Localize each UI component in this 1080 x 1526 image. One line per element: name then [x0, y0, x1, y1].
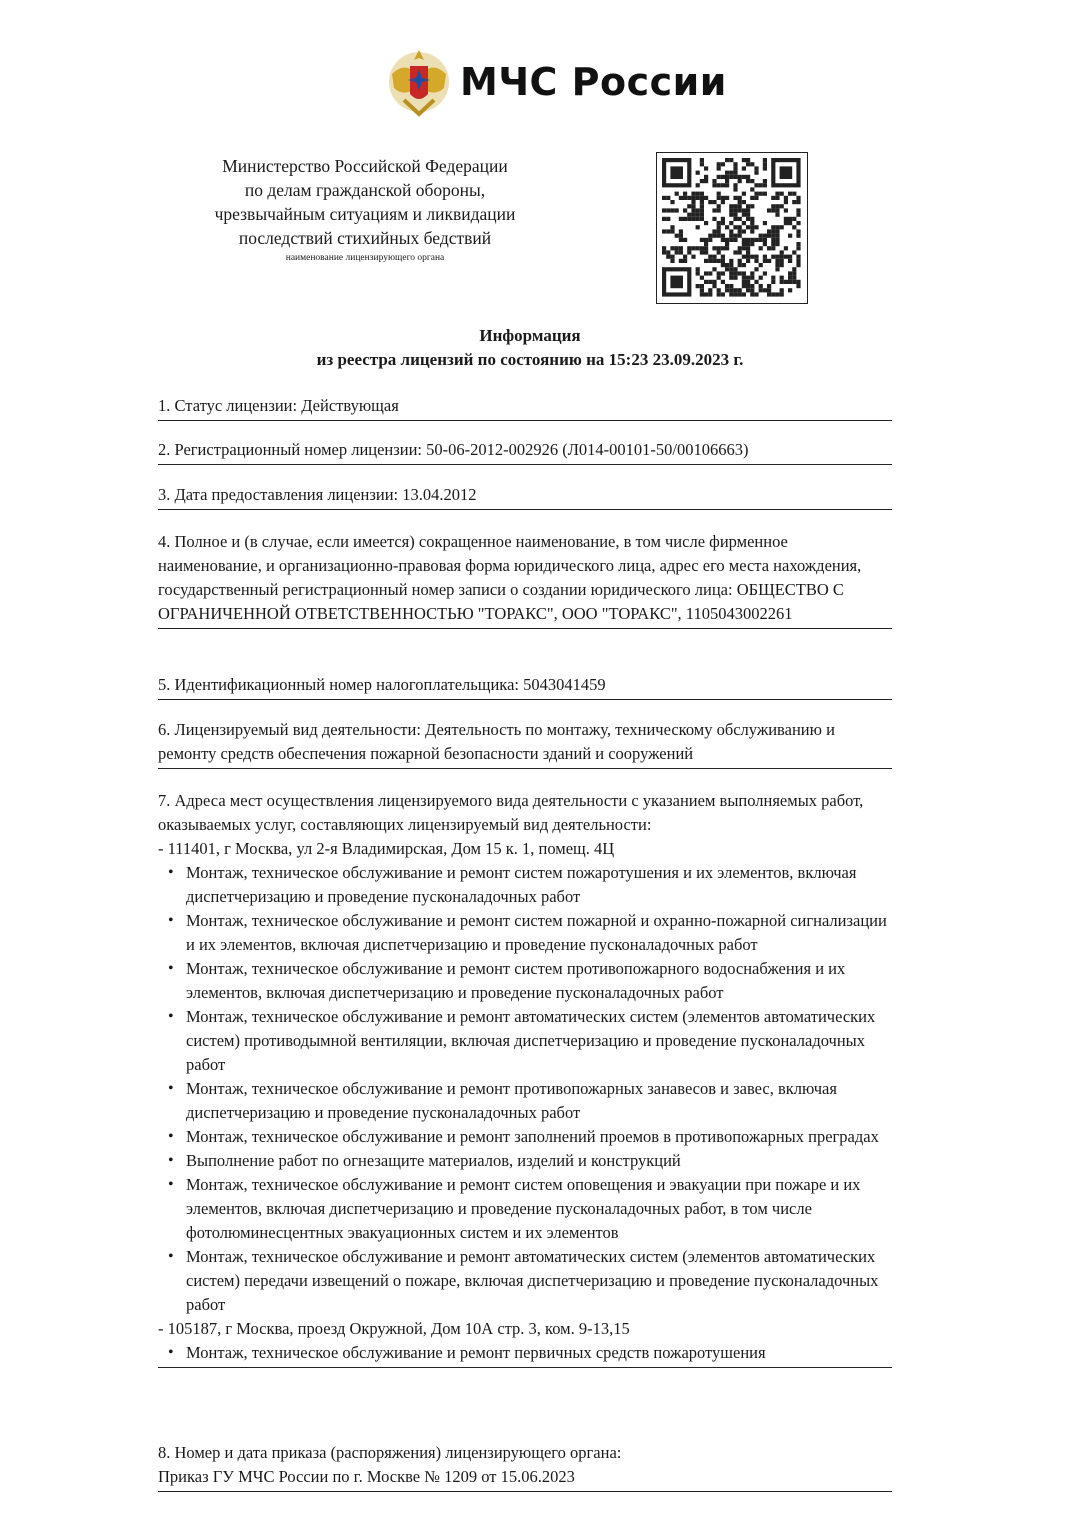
order-value: Приказ ГУ МЧС России по г. Москве № 1209 от 15.06.2023 [158, 1467, 575, 1486]
work-item: • Монтаж, техническое обслуживание и ремонт противопожарных занавесов и завес, включая диспетчеризацию и проведение пусконаладочных работ [186, 1077, 892, 1125]
address-1: - 111401, г Москва, ул 2-я Владимирская, Дом 15 к. 1, помещ. 4Ц [158, 839, 615, 858]
license-reg-number [158, 438, 892, 465]
title-line-2: из реестра лицензий по состоянию на 15:23 23.09.2023 г. [316, 350, 744, 369]
work-item: • Монтаж, техническое обслуживание и ремонт первичных средств пожаротушения [186, 1341, 892, 1365]
licensee-entity [158, 530, 892, 629]
brand-title: МЧС России [460, 60, 727, 104]
document-title [180, 324, 880, 372]
work-item: • Монтаж, техническое обслуживание и ремонт систем пожарной и охранно-пожарной сигнализации и их элементов, включая диспетчеризацию и проведение пусконаладочных работ [186, 909, 892, 957]
order-label: 8. Номер и дата приказа (распоряжения) лицензирующего органа: [158, 1443, 622, 1462]
inn-text: 5. Идентификационный номер налогоплательщика: 5043041459 [158, 675, 606, 694]
ministry-line: по делам гражданской обороны, [244, 180, 486, 200]
reg-number-text: 2. Регистрационный номер лицензии: 50-06-2012-002926 (Л014-00101-50/00106663) [158, 440, 749, 459]
qr-code-icon [656, 152, 808, 304]
date-text: 3. Дата предоставления лицензии: 13.04.2012 [158, 485, 477, 504]
activity-addresses [158, 789, 892, 1368]
work-item: • Выполнение работ по огнезащите материалов, изделий и конструкций [186, 1149, 892, 1173]
title-line-1: Информация [479, 326, 581, 345]
work-item: • Монтаж, техническое обслуживание и ремонт автоматических систем (элементов автоматических систем) передачи извещений о пожаре, включая диспетчеризацию и проведение пусконаладочных работ [186, 1245, 892, 1317]
work-item: • Монтаж, техническое обслуживание и ремонт систем оповещения и эвакуации при пожаре и их элементов, включая диспетчеризацию и проведение пусконаладочных работ, в том числе фотолюминесцентных эвакуационных систем и их элементов [186, 1173, 892, 1245]
licensed-activity [158, 718, 892, 769]
ministry-caption: наименование лицензирующего органа [285, 253, 445, 263]
license-status-text: 1. Статус лицензии: Действующая [158, 396, 399, 415]
activity-text: 6. Лицензируемый вид деятельности: Деятельность по монтажу, техническому обслуживанию и ремонту средств обеспечения пожарной безопасности зданий и сооружений [158, 720, 835, 763]
work-item: • Монтаж, техническое обслуживание и ремонт систем противопожарного водоснабжения и их элементов, включая диспетчеризацию и проведение пусконаладочных работ [186, 957, 892, 1005]
address-1-works [158, 861, 892, 1317]
work-item: • Монтаж, техническое обслуживание и ремонт автоматических систем (элементов автоматических систем) противодымной вентиляции, включая диспетчеризацию и проведение пусконаладочных работ [186, 1005, 892, 1077]
address-2: - 105187, г Москва, проезд Окружной, Дом 10А стр. 3, ком. 9-13,15 [158, 1319, 630, 1338]
ministry-line: последствий стихийных бедствий [238, 228, 492, 248]
licensing-authority [180, 154, 550, 264]
license-status [158, 394, 892, 421]
mchs-emblem-icon [384, 44, 454, 120]
work-item: • Монтаж, техническое обслуживание и ремонт систем пожаротушения и их элементов, включая диспетчеризацию и проведение пусконаладочных работ [186, 861, 892, 909]
licensing-order [158, 1441, 892, 1492]
license-date [158, 483, 892, 510]
address-2-works [158, 1341, 892, 1365]
taxpayer-id [158, 673, 892, 700]
ministry-line: Министерство Российской Федерации [222, 156, 508, 176]
ministry-line: чрезвычайным ситуациям и ликвидации [214, 204, 516, 224]
addresses-intro: 7. Адреса мест осуществления лицензируемого вида деятельности с указанием выполняемых работ, оказываемых услуг, составляющих лицензируемый вид деятельности: [158, 791, 864, 834]
entity-text: 4. Полное и (в случае, если имеется) сокращенное наименование, в том числе фирменное наименование, и организационно-правовая форма юридического лица, адрес его места нахождения, государственный регистрационный номер записи о создании юридического лица: ОБЩЕСТВО С ОГРАНИЧЕННОЙ ОТВЕТСТВЕННОСТЬЮ "ТОРАКС", ООО "ТОРАКС", 1105043002261 [158, 532, 862, 623]
work-item: • Монтаж, техническое обслуживание и ремонт заполнений проемов в противопожарных преградах [186, 1125, 892, 1149]
